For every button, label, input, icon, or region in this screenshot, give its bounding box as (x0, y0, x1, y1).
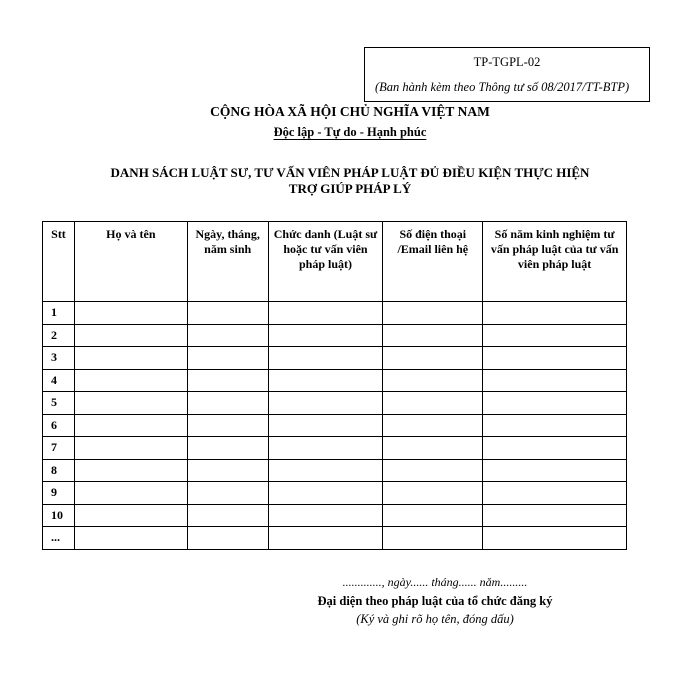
table-cell (268, 459, 383, 482)
table-cell (483, 414, 627, 437)
table-cell (383, 527, 483, 550)
table-cell (268, 504, 383, 527)
header-date-of-birth: Ngày, tháng, năm sinh (187, 222, 268, 302)
signature-date-line: ............., ngày...... tháng...... năm......... (342, 575, 528, 589)
table-cell (383, 392, 483, 415)
table-cell (74, 437, 187, 460)
table-cell (268, 302, 383, 325)
table-cell (383, 459, 483, 482)
table-cell (483, 482, 627, 505)
national-motto (80, 125, 620, 140)
table-cell (483, 347, 627, 370)
table-cell (187, 414, 268, 437)
document-title-line-2: TRỢ GIÚP PHÁP LÝ (288, 181, 412, 196)
table-cell (187, 482, 268, 505)
table-cell (187, 504, 268, 527)
header-experience: Số năm kinh nghiệm tư vấn pháp luật của tư vấn viên pháp luật (483, 222, 627, 302)
table-row (43, 302, 627, 325)
table-cell (483, 437, 627, 460)
table-cell (268, 437, 383, 460)
lawyer-list-table (42, 221, 627, 550)
table-cell (187, 437, 268, 460)
table-row (43, 527, 627, 550)
table-cell (483, 369, 627, 392)
row-number: 6 (43, 414, 75, 437)
row-number: 8 (43, 459, 75, 482)
table-row (43, 482, 627, 505)
table-cell (483, 459, 627, 482)
header-title: Chức danh (Luật sư hoặc tư vấn viên pháp luật) (268, 222, 383, 302)
table-cell (74, 414, 187, 437)
header-stt: Stt (43, 222, 75, 302)
country-name: CỘNG HÒA XÃ HỘI CHỦ NGHĨA VIỆT NAM (210, 104, 490, 119)
table-cell (74, 482, 187, 505)
table-cell (74, 392, 187, 415)
header-full-name: Họ và tên (74, 222, 187, 302)
table-cell (383, 437, 483, 460)
row-number: 3 (43, 347, 75, 370)
table-cell (483, 504, 627, 527)
document-title (50, 165, 650, 197)
table-row (43, 369, 627, 392)
row-number: 7 (43, 437, 75, 460)
table-cell (483, 527, 627, 550)
table-cell (483, 324, 627, 347)
table-cell (187, 369, 268, 392)
table-cell (383, 369, 483, 392)
form-code: TP-TGPL-02 (473, 55, 541, 69)
row-number: 5 (43, 392, 75, 415)
table-cell (74, 302, 187, 325)
row-number: 4 (43, 369, 75, 392)
form-code-box (364, 47, 650, 102)
table-cell (187, 392, 268, 415)
table-cell (74, 324, 187, 347)
table-cell (268, 527, 383, 550)
table-cell (187, 302, 268, 325)
table-row (43, 324, 627, 347)
table-cell (268, 392, 383, 415)
national-motto-text: Độc lập - Tự do - Hạnh phúc (273, 125, 427, 139)
table-cell (383, 324, 483, 347)
table-cell (483, 302, 627, 325)
table-cell (268, 482, 383, 505)
row-number: 2 (43, 324, 75, 347)
table-cell (74, 459, 187, 482)
table-body (43, 302, 627, 550)
table-cell (383, 482, 483, 505)
table-row (43, 392, 627, 415)
table-row (43, 414, 627, 437)
table-cell (74, 527, 187, 550)
table-cell (268, 347, 383, 370)
table-header-row (43, 222, 627, 302)
table-cell (74, 347, 187, 370)
row-number: 9 (43, 482, 75, 505)
table-cell (268, 369, 383, 392)
row-number: ... (43, 527, 75, 550)
table-cell (268, 324, 383, 347)
row-number: 10 (43, 504, 75, 527)
table-cell (383, 302, 483, 325)
table-cell (187, 459, 268, 482)
table-cell (383, 414, 483, 437)
table-row (43, 504, 627, 527)
row-number: 1 (43, 302, 75, 325)
table-cell (74, 504, 187, 527)
header-contact: Số điện thoại /Email liên hệ (383, 222, 483, 302)
table-cell (483, 392, 627, 415)
table-cell (74, 369, 187, 392)
signature-note: (Ký và ghi rõ họ tên, đóng dấu) (356, 612, 514, 626)
document-title-line-1: DANH SÁCH LUẬT SƯ, TƯ VẤN VIÊN PHÁP LUẬT ĐỦ ĐIỀU KIỆN THỰC HIỆN (110, 165, 590, 180)
table-cell (383, 347, 483, 370)
table-cell (187, 527, 268, 550)
table-cell (268, 414, 383, 437)
form-issuance-note: (Ban hành kèm theo Thông tư số 08/2017/TT-BTP) (375, 80, 630, 94)
table-cell (187, 347, 268, 370)
table-row (43, 347, 627, 370)
signature-title: Đại diện theo pháp luật của tổ chức đăng ký (317, 594, 553, 608)
table-row (43, 437, 627, 460)
table-cell (383, 504, 483, 527)
table-row (43, 459, 627, 482)
table-cell (187, 324, 268, 347)
